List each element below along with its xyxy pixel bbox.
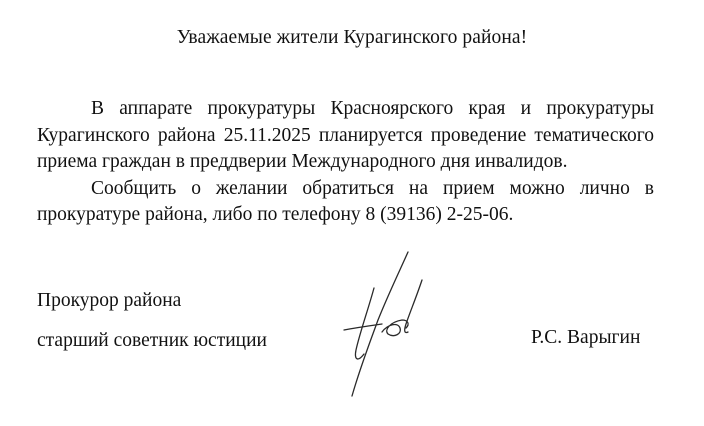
body-text xyxy=(37,96,654,229)
paragraph-reception-announcement: В аппарате прокуратуры Красноярского края и прокуратуры Курагинского района 25.11.2025 планируется проведение тематического приема граждан в преддверии Международного дня инвалидов. xyxy=(37,98,654,172)
signature-stroke-left xyxy=(355,288,374,359)
handwritten-signature xyxy=(330,250,450,400)
signature-stroke-right xyxy=(405,280,422,333)
signature-stroke-loop xyxy=(382,320,408,336)
signature-block xyxy=(37,290,267,351)
signer-name: Р.С. Варыгин xyxy=(531,327,641,348)
paragraph-contact-info: Сообщить о желании обратиться на прием можно лично в прокуратуре района, либо по телефону 8 (39136) 2-25-06. xyxy=(37,177,654,225)
signer-rank: старший советник юстиции xyxy=(37,330,267,351)
greeting-heading: Уважаемые жители Курагинского района! xyxy=(176,27,528,48)
signer-position: Прокурор района xyxy=(37,290,182,311)
